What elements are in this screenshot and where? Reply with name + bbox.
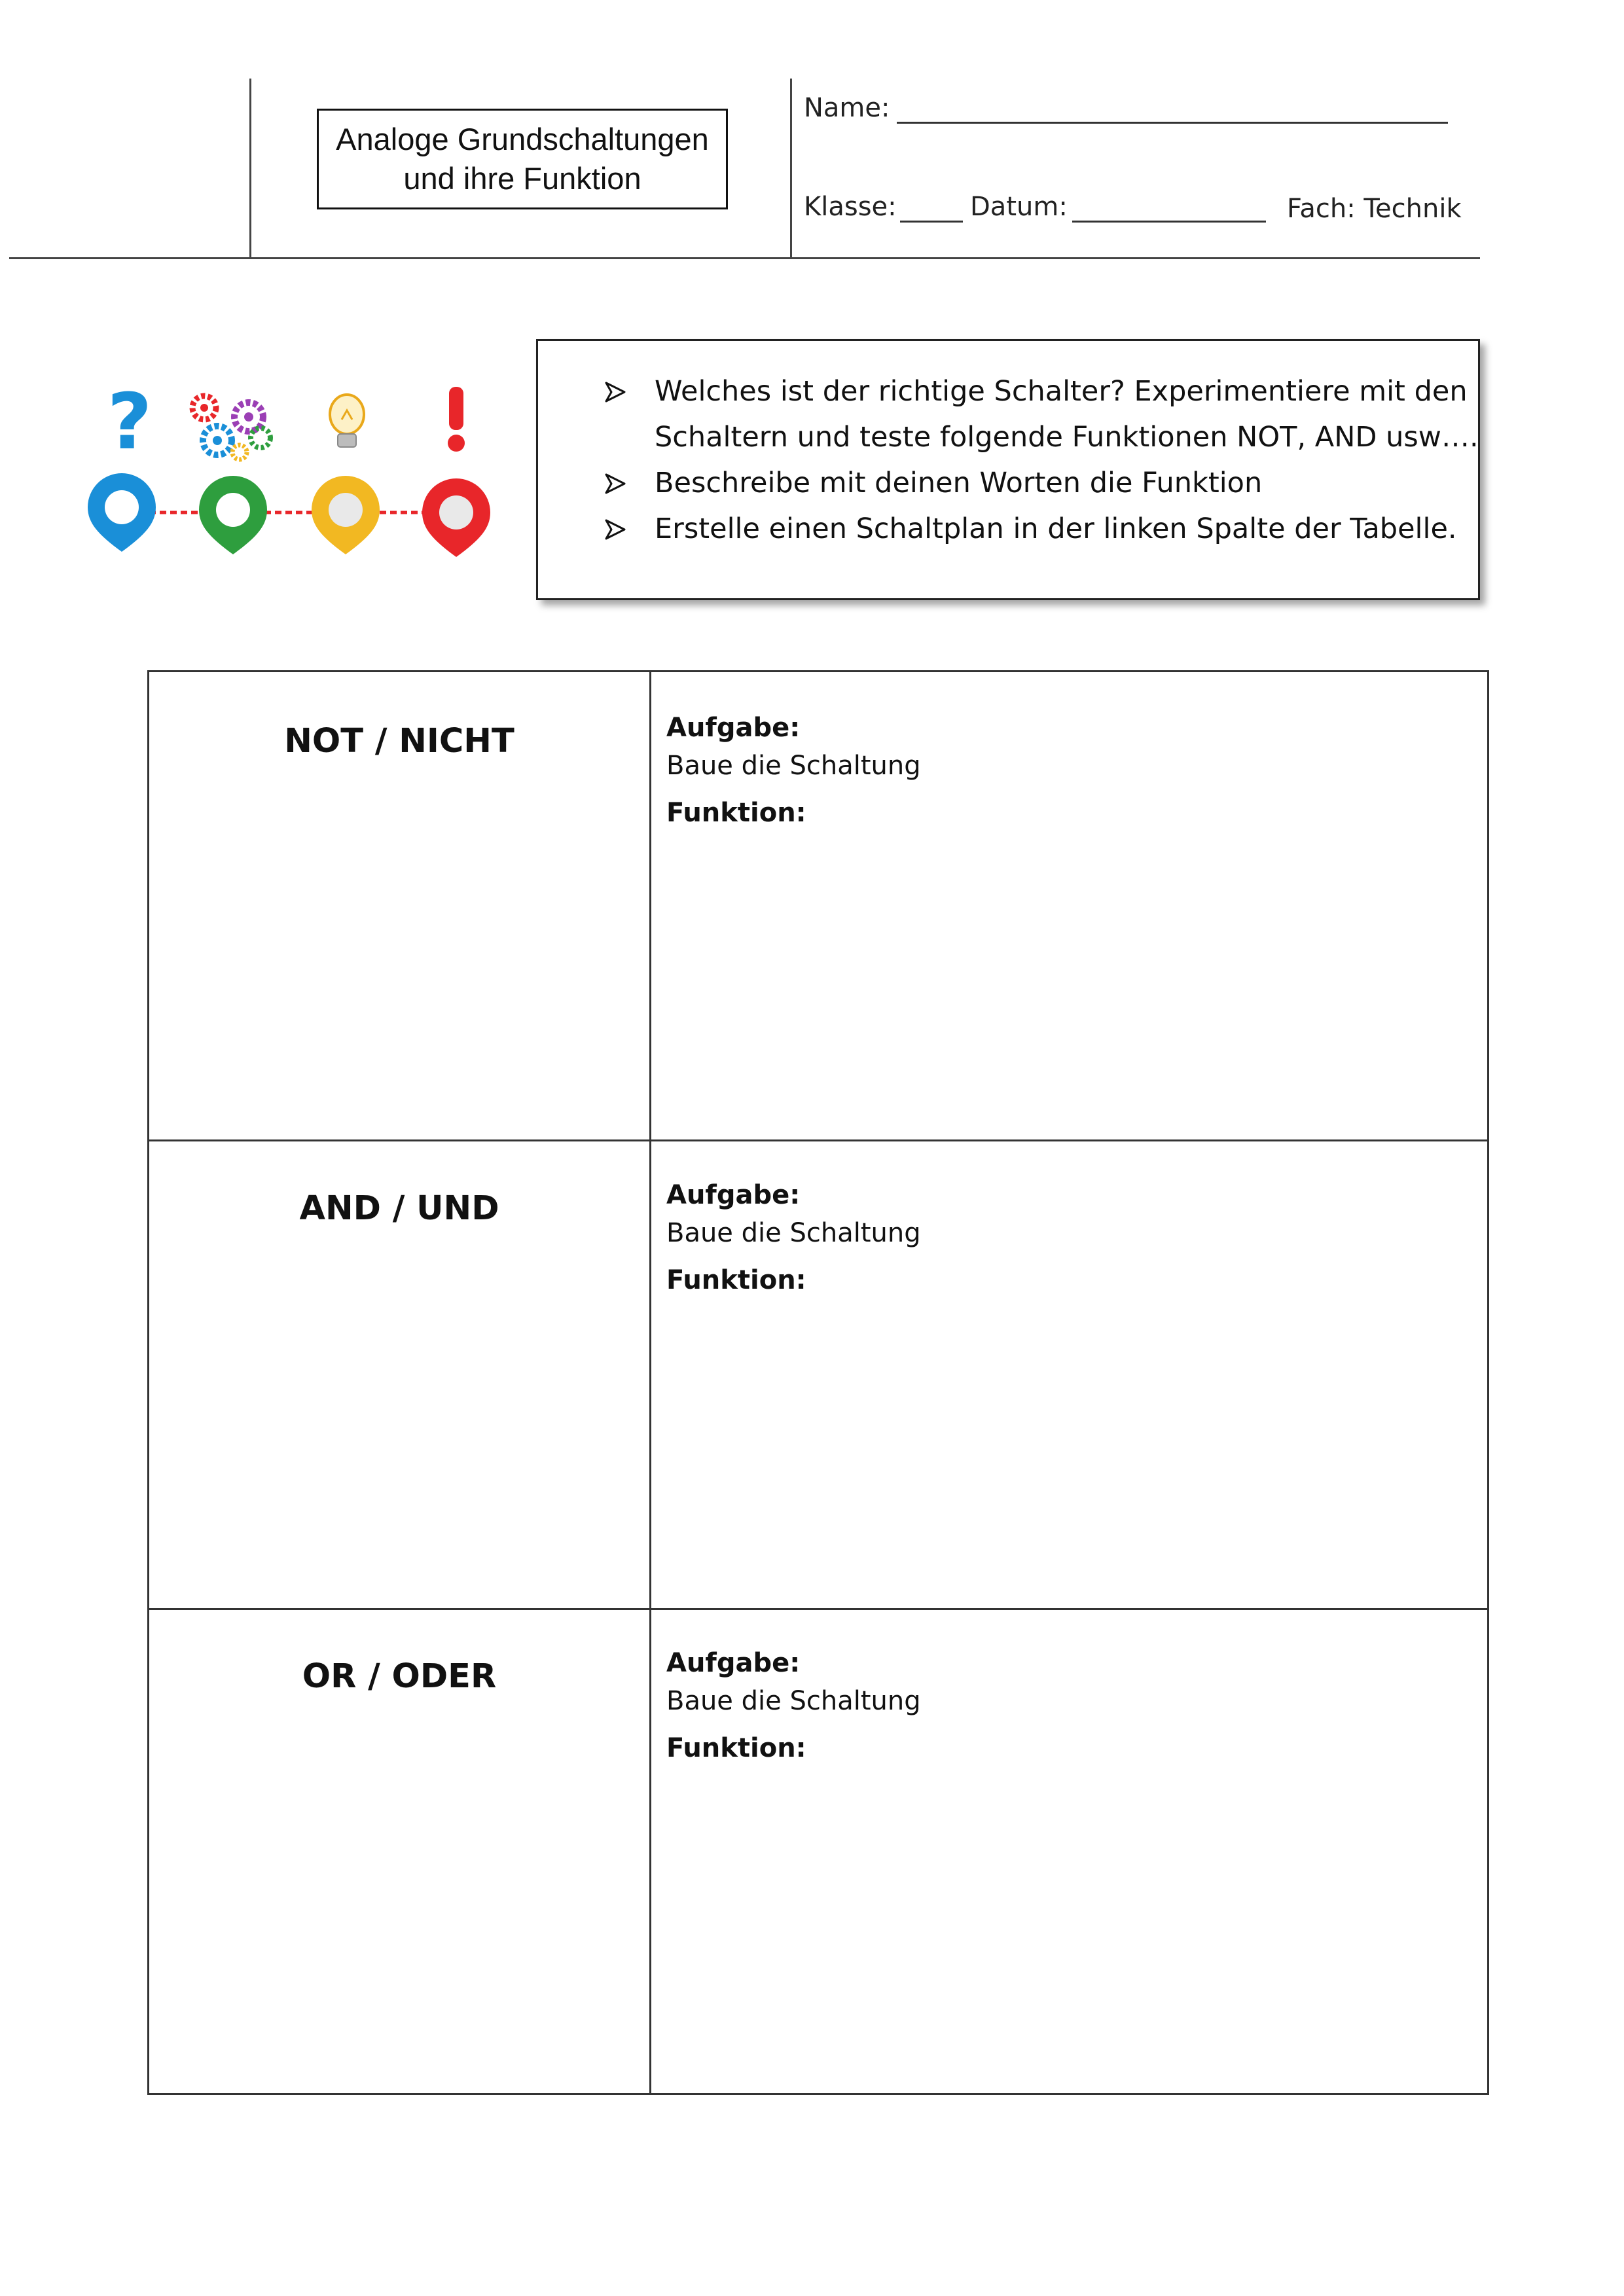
gears-icon [192,396,270,554]
question-mark-icon [88,383,156,552]
task-cell-and[interactable] [666,1176,921,1299]
process-icons [79,383,504,573]
header-divider-left [249,79,251,259]
table-row-divider [149,1608,1487,1610]
instruction-1-line-2: Schaltern und teste folgende Funktionen NOT, AND usw…. [655,421,1479,454]
task-label: Aufgabe: [666,1180,801,1210]
function-label: Funktion: [666,1265,806,1295]
gate-table [147,670,1489,2095]
task-text: Baue die Schaltung [666,1686,921,1716]
task-cell-not[interactable] [666,709,921,832]
class-label: Klasse: [804,192,897,222]
gate-title-and: AND / UND [299,1189,499,1228]
lightbulb-icon [312,395,380,554]
class-field[interactable] [900,221,963,223]
date-label: Datum: [970,192,1068,222]
worksheet-title [317,109,728,209]
task-label: Aufgabe: [666,1648,801,1678]
instruction-2: Beschreibe mit deinen Worten die Funktion [655,467,1263,499]
instruction-box [536,339,1480,600]
task-text: Baue die Schaltung [666,751,921,781]
title-line-2: und ihre Funktion [403,161,641,196]
task-cell-or[interactable] [666,1644,921,1767]
task-label: Aufgabe: [666,713,801,743]
function-label: Funktion: [666,1733,806,1763]
subject-label: Fach: Technik [1287,194,1462,224]
date-field[interactable] [1072,221,1266,223]
table-column-divider [649,672,651,2093]
name-label: Name: [804,93,890,123]
arrow-bullet-icon [604,380,627,404]
header-divider-right [790,79,792,259]
gate-title-not: NOT / NICHT [284,722,514,761]
exclamation-icon [422,387,490,557]
svg-text:?: ? [107,383,153,467]
instruction-3: Erstelle einen Schaltplan in der linken Spalte der Tabelle. [655,512,1457,545]
instruction-1-line-1: Welches ist der richtige Schalter? Experimentiere mit den [655,375,1468,408]
gate-title-or: OR / ODER [302,1657,497,1696]
name-field[interactable] [897,122,1448,124]
title-line-1: Analoge Grundschaltungen [336,122,709,156]
task-text: Baue die Schaltung [666,1218,921,1248]
function-label: Funktion: [666,798,806,828]
header-rule [9,257,1480,259]
arrow-bullet-icon [604,518,627,541]
arrow-bullet-icon [604,472,627,495]
table-row-divider [149,1139,1487,1141]
